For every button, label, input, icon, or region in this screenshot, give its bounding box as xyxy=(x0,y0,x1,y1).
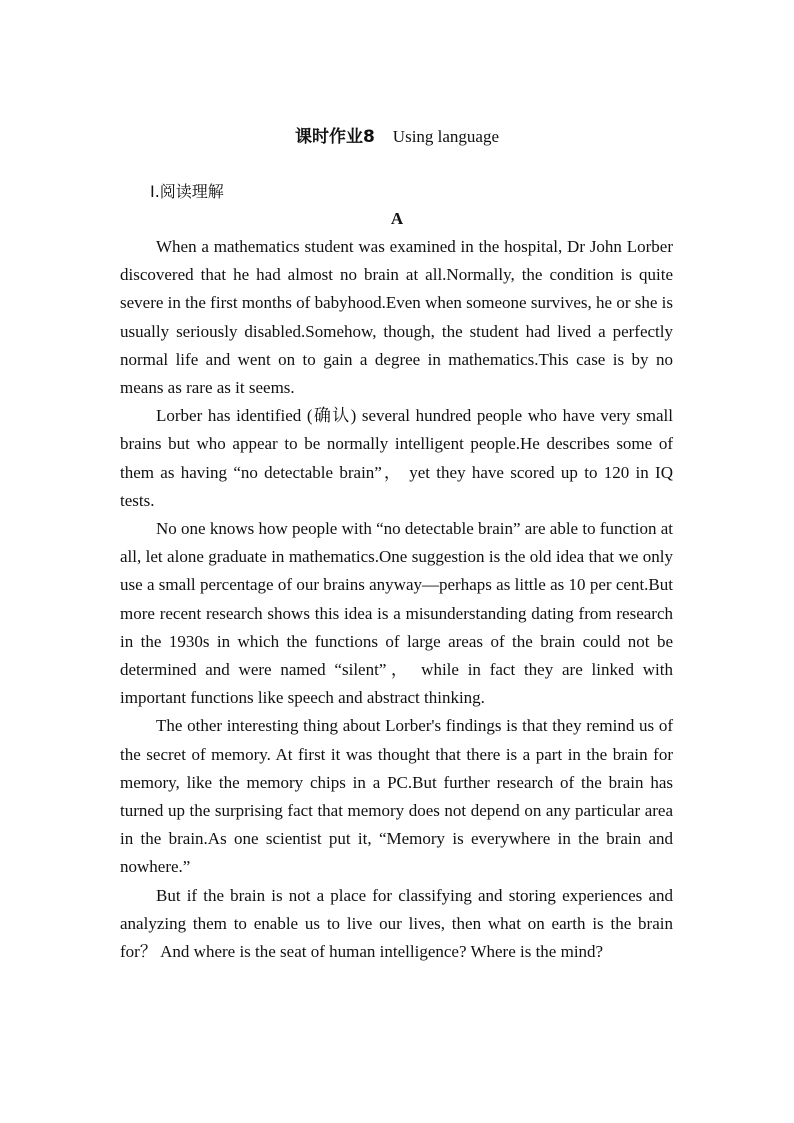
title-chinese: 课时作业8 xyxy=(294,127,375,147)
title-english: Using language xyxy=(392,127,500,146)
passage-label: A xyxy=(390,209,404,228)
paragraph-2: Lorber has identified (确认) several hundred people who have very small brains but who appear to be normally intelligent people.He describes some of them as having “no detectable brain”， yet they have scored up to 120 in IQ tests. xyxy=(120,406,673,510)
section-heading: Ⅰ.阅读理解 xyxy=(150,182,224,201)
paragraph-3: No one knows how people with “no detectable brain” are able to function at all, let alone graduate in mathematics.One suggestion is the old idea that we only use a small percentage of our brains anyway—perhaps as little as 10 per cent.But more recent research shows this idea is a misunderstanding dating from research in the 1930s in which the functions of large areas of the brain could not be determined and were named “silent”， while in fact they are linked with important functions like speech and abstract thinking. xyxy=(120,519,673,708)
paragraph-5: But if the brain is not a place for classifying and storing experiences and analyzing them to enable us to live our lives, then what on earth is the brain for？ And where is the seat of human intelligence? Where is the mind? xyxy=(120,885,673,962)
paragraph-4: The other interesting thing about Lorber's findings is that they remind us of the secret of memory. At first it was thought that there is a part in the brain for memory, like the memory chips in a PC.But further research of the brain has turned up the surprising fact that memory does not depend on any particular area in the brain.As one scientist put it, “Memory is everywhere in the brain and nowhere.” xyxy=(120,716,673,877)
page-title xyxy=(0,124,794,149)
paragraph-1: When a mathematics student was examined in the hospital, Dr John Lorber discovered that he had almost no brain at all.Normally, the condition is quite severe in the first months of babyhood.Even when someone survives, he or she is usually seriously disabled.Somehow, though, the student had lived a perfectly normal life and went on to gain a degree in mathematics.This case is by no means as rare as it seems. xyxy=(120,237,673,398)
passage-body xyxy=(120,233,673,966)
